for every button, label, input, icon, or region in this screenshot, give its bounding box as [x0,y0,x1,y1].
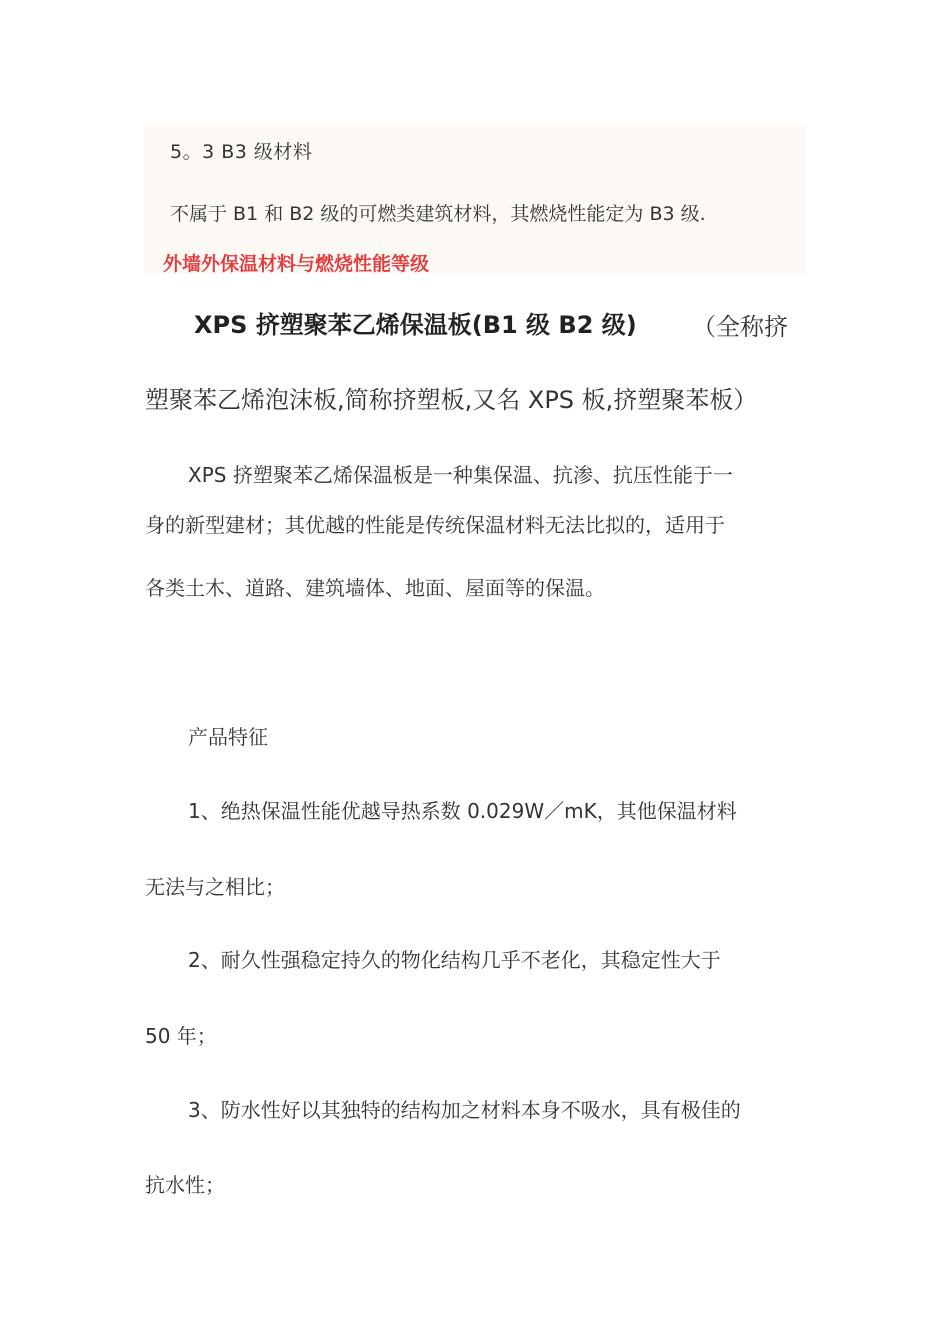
feature-line: 2、耐久性强稳定持久的物化结构几乎不老化，其稳定性大于 [188,948,721,972]
feature-line: 1、绝热保温性能优越导热系数 0.029W／mK，其他保温材料 [188,799,737,823]
intro-line: XPS 挤塑聚苯乙烯保温板是一种集保温、抗渗、抗压性能于一 [188,463,733,487]
features-title: 产品特征 [188,725,268,749]
note-title: 5。3 B3 级材料 [170,141,313,163]
intro-line: 身的新型建材；其优越的性能是传统保温材料无法比拟的，适用于 [145,513,725,537]
note-text: 不属于 B1 和 B2 级的可燃类建筑材料，其燃烧性能定为 B3 级. [170,203,706,225]
intro-line: 各类土木、道路、建筑墙体、地面、屋面等的保温。 [145,576,605,600]
feature-line: 抗水性； [145,1173,225,1197]
product-heading-continuation: 塑聚苯乙烯泡沫板,简称挤塑板,又名 XPS 板,挤塑聚苯板） [145,386,758,414]
related-article-link[interactable]: 外墙外保温材料与燃烧性能等级 [163,253,430,275]
feature-line: 无法与之相比； [145,875,285,899]
product-heading: XPS 挤塑聚苯乙烯保温板(B1 级 B2 级) [194,311,637,339]
feature-line: 3、防水性好以其独特的结构加之材料本身不吸水，具有极佳的 [188,1098,741,1122]
feature-line: 50 年； [145,1024,217,1048]
product-heading-aside: （全称挤 [692,313,788,341]
